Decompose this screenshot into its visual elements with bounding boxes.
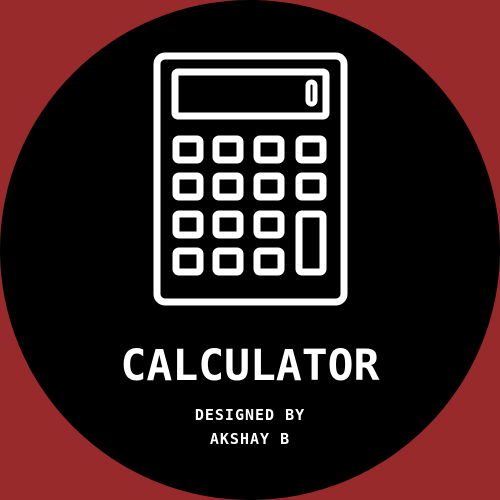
logo-title: CALCULATOR bbox=[120, 341, 380, 391]
calculator-key bbox=[216, 251, 240, 272]
calculator-tall-key bbox=[299, 214, 323, 272]
calculator-display bbox=[175, 72, 326, 116]
calculator-key bbox=[176, 251, 200, 272]
calculator-key bbox=[257, 139, 281, 160]
credit-line-author: AKSHAY B bbox=[209, 430, 291, 448]
calculator-key bbox=[216, 214, 240, 235]
calculator-key bbox=[216, 176, 240, 197]
display-indicator bbox=[308, 82, 315, 104]
calculator-key bbox=[176, 176, 200, 197]
calculator-key bbox=[257, 214, 281, 235]
credit-line-designed-by: DESIGNED BY bbox=[194, 406, 306, 424]
calculator-key bbox=[257, 251, 281, 272]
calculator-key bbox=[176, 214, 200, 235]
calculator-key bbox=[216, 139, 240, 160]
calculator-key bbox=[257, 176, 281, 197]
calculator-key bbox=[176, 139, 200, 160]
calculator-key bbox=[299, 176, 323, 197]
calculator-key bbox=[299, 139, 323, 160]
